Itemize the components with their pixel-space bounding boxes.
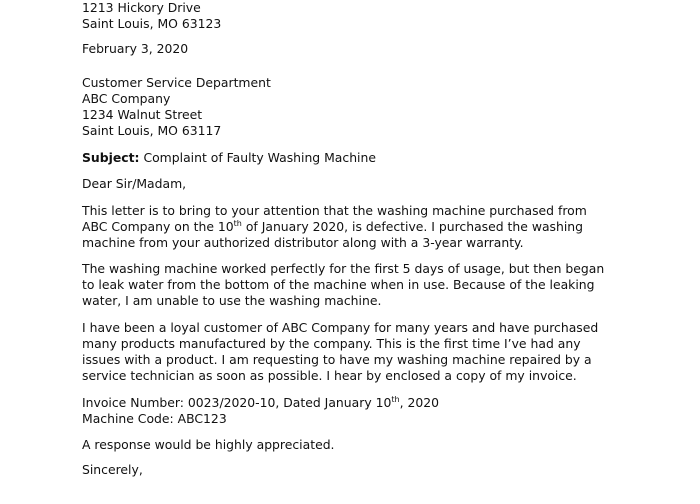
sender-street: 1213 Hickory Drive [82,0,201,15]
letter-date [82,41,188,57]
invoice-number-line [82,395,439,411]
paragraph-3-line-3: issues with a product. I am requesting to have my washing machine repaired by a [82,352,592,367]
salutation [82,176,186,192]
subject-text: Complaint of Faulty Washing Machine [143,150,376,165]
response-request [82,437,335,453]
paragraph-3-line-4: service technician as soon as possible. I hear by enclosed a copy of my invoice. [82,368,577,383]
invoice-details [82,395,439,427]
invoice-ordinal-suffix: th [391,394,400,404]
recipient-company: ABC Company [82,91,171,106]
recipient-department: Customer Service Department [82,75,271,90]
date-text: February 3, 2020 [82,41,189,56]
closing-text: Sincerely, [82,462,143,477]
invoice-number-before: Invoice Number: 0023/2020-10, Dated January 10 [82,395,392,410]
paragraph-3 [82,320,642,384]
paragraph-3-line-1: I have been a loyal customer of ABC Company for many years and have purchased [82,320,599,335]
paragraph-1-line-1: This letter is to bring to your attention that the washing machine purchased from [82,203,587,218]
response-text: A response would be highly appreciated. [82,437,335,452]
recipient-street: 1234 Walnut Street [82,107,203,122]
subject-label: Subject: [82,150,140,165]
paragraph-2-line-3: water, I am unable to use the washing machine. [82,293,382,308]
sender-address [82,0,221,32]
machine-code-line: Machine Code: ABC123 [82,411,227,426]
recipient-address [82,75,271,139]
paragraph-3-line-2: many products manufactured by the company. This is the first time I’ve had any [82,336,581,351]
paragraph-1-line-2 [82,219,642,235]
subject-line [82,150,376,166]
paragraph-2-line-2: to leak water from the bottom of the machine when in use. Because of the leaking [82,277,595,292]
paragraph-2 [82,261,642,309]
recipient-city: Saint Louis, MO 63117 [82,123,222,138]
closing [82,462,143,478]
paragraph-1 [82,203,642,251]
paragraph-1-line-2-before: ABC Company on the 10 [82,219,234,234]
invoice-number-after: , 2020 [399,395,440,410]
salutation-text: Dear Sir/Madam, [82,176,187,191]
paragraph-1-line-3: machine from your authorized distributor along with a 3-year warranty. [82,235,524,250]
sender-city: Saint Louis, MO 63123 [82,16,222,31]
paragraph-1-line-2-after: of January 2020, is defective. I purchased the washing [241,219,584,234]
ordinal-suffix: th [233,218,242,228]
paragraph-2-line-1: The washing machine worked perfectly for the first 5 days of usage, but then began [82,261,605,276]
